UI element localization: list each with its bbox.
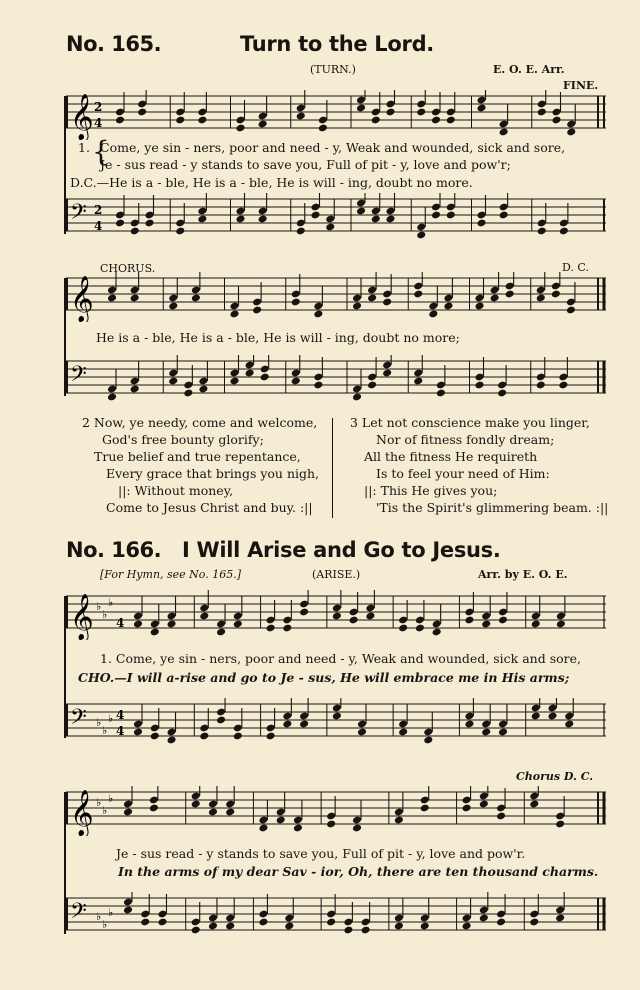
notehead [420,804,430,813]
verse-2-line: ||: Without money, [118,483,234,498]
system-4-treble-notes [123,786,565,832]
notehead [266,624,276,633]
svg-text:♭: ♭ [102,804,108,817]
notehead [229,310,239,319]
notehead [352,393,362,402]
notehead [464,616,474,625]
verse-1-line-2: Je - sus read - y stands to save you, Full of pit - y, love and pow'r; [100,157,511,172]
notehead [551,290,561,299]
verse-2-line: Come to Jesus Christ and buy. :|| [106,500,313,515]
notehead [382,298,392,307]
hymn-166-number: No. 166. [66,538,162,562]
system-1-brace [64,96,66,234]
hymn-166-line-1: 1. Come, ye sin - ners, poor and need - y, Weak and wounded, sick and sore, [100,651,581,666]
notehead [536,381,546,390]
notehead [107,294,117,303]
notehead [496,918,506,927]
notehead [356,104,366,113]
notehead [282,720,292,729]
notehead [235,124,245,133]
notehead [208,922,218,931]
notehead [133,728,143,737]
svg-text:♭: ♭ [102,608,108,621]
notehead [555,914,565,923]
chorus-dc-marker: Chorus D. C. [516,770,594,783]
notehead [365,612,375,621]
notehead [183,389,193,398]
notehead [398,728,408,737]
hymn-166-line-2: CHO.—I will a-rise and go to Je - sus, He will embrace me in His arms; [78,670,570,685]
notehead [245,369,255,378]
notehead [443,302,453,311]
notehead [157,918,167,927]
notehead [566,306,576,315]
notehead [332,612,342,621]
notehead [357,728,367,737]
notehead [150,628,160,637]
system-2-brace [64,278,66,396]
hymn-165-title: Turn to the Lord. [240,32,434,56]
svg-text:4: 4 [116,708,125,722]
notehead [367,294,377,303]
svg-text:𝄞: 𝄞 [70,94,94,140]
notehead [252,306,262,315]
notehead [137,108,147,117]
verse-2-line: True belief and true repentance, [94,449,301,464]
notehead [479,800,489,809]
notehead [536,294,546,303]
notehead [490,294,500,303]
svg-text:𝄢: 𝄢 [70,362,87,392]
notehead [398,624,408,633]
notehead [496,812,506,821]
dc-marker: D. C. [562,261,589,274]
notehead [198,385,208,394]
notehead [529,800,539,809]
notehead [296,112,306,121]
notehead [556,620,566,629]
notehead [551,116,561,125]
notehead [413,290,423,299]
verse-1-number: 1. [78,140,90,155]
notehead [558,381,568,390]
svg-text:𝄢: 𝄢 [70,200,87,230]
svg-text:4: 4 [94,219,103,233]
notehead [566,128,576,137]
notehead [284,922,294,931]
svg-text:♭: ♭ [96,796,102,809]
notehead [462,922,472,931]
svg-text:4: 4 [94,116,103,130]
notehead [361,926,371,935]
notehead [115,219,125,228]
notehead [233,620,243,629]
notehead [175,227,185,236]
notehead [175,116,185,125]
notehead [233,732,243,741]
notehead [123,906,133,915]
svg-text:♭: ♭ [108,712,114,725]
notehead [225,922,235,931]
svg-text:♭: ♭ [96,716,102,729]
verse-3-line: All the fitness He requireth [364,449,538,464]
system-2-bass-notes [107,355,568,401]
verse-3-line: Is to feel your need of Him: [376,466,550,481]
notehead [208,808,218,817]
notehead [428,310,438,319]
notehead [352,824,362,833]
hymn-165-system-2-treble [66,272,612,322]
hymn-165-system-1-bass [66,193,612,243]
notehead [258,215,268,224]
notehead [382,369,392,378]
notehead [130,227,140,236]
notehead [349,616,359,625]
svg-text:♭: ♭ [96,600,102,613]
system-3-brace [64,596,66,738]
notehead [531,620,541,629]
notehead [326,820,336,829]
notehead [462,804,472,813]
notehead [356,207,366,216]
hymn-166-line-3: Je - sus read - y stands to save you, Full of pit - y, love and pow'r. [116,846,526,861]
verse-3-line: 'Tis the Spirit's glimmering beam. :|| [376,500,609,515]
notehead [258,918,268,927]
notehead [332,712,342,721]
notehead [299,608,309,617]
hymn-166-system-2-bass [66,892,612,942]
notehead [537,108,547,117]
notehead [130,385,140,394]
notehead [299,720,309,729]
notehead [199,732,209,741]
svg-text:♭: ♭ [108,596,114,609]
notehead [123,808,133,817]
svg-text:4: 4 [116,616,125,630]
notehead [394,816,404,825]
notehead [313,310,323,319]
svg-text:𝄞: 𝄞 [70,594,94,640]
notehead [260,373,270,382]
notehead [266,732,276,741]
verse-divider [332,418,333,518]
notehead [258,120,268,129]
system-1-bass-notes [115,193,569,239]
svg-text:𝄞: 𝄞 [70,276,94,322]
notehead [431,211,441,220]
notehead [310,211,320,220]
notehead [420,922,430,931]
verse-3-line: Nor of fitness fondly dream; [376,432,555,447]
notehead [296,227,306,236]
notehead [166,620,176,629]
system-2-treble-notes [107,272,576,318]
hymn-165-arranger: E. O. E. Arr. [493,63,565,76]
notehead [416,231,426,240]
notehead [413,377,423,386]
notehead [229,377,239,386]
verse-2-line: God's free bounty glorify; [102,432,264,447]
notehead [431,116,441,125]
notehead [531,712,541,721]
notehead [225,808,235,817]
notehead [191,926,201,935]
notehead [481,728,491,737]
notehead [282,624,292,633]
notehead [474,381,484,390]
notehead [367,381,377,390]
notehead [130,294,140,303]
notehead [547,712,557,721]
notehead [446,211,456,220]
verse-1-line-1: Come, ye sin - ners, poor and need - y, Weak and wounded, sick and sore, [100,140,566,155]
hymn-166-title: I Will Arise and Go to Jesus. [182,538,501,562]
notehead [529,918,539,927]
notehead [291,298,301,307]
hymn-165-system-1-treble [66,90,612,140]
notehead [498,616,508,625]
svg-text:𝄢: 𝄢 [70,899,87,929]
notehead [352,302,362,311]
hymn-166-system-1-bass [66,698,612,748]
notehead [481,620,491,629]
notehead [564,720,574,729]
notehead [216,716,226,725]
notehead [325,223,335,232]
notehead [144,219,154,228]
system-3-bass-notes [133,698,574,744]
notehead [115,116,125,125]
notehead [497,389,507,398]
hymn-166-reference: [For Hymn, see No. 165.] [100,568,242,581]
notehead [446,116,456,125]
notehead [555,820,565,829]
notehead [371,116,381,125]
svg-text:4: 4 [116,724,125,738]
notehead [498,728,508,737]
notehead [313,381,323,390]
svg-text:♭: ♭ [102,724,108,737]
notehead [258,824,268,833]
notehead [476,219,486,228]
system-3-treble-notes [133,590,566,636]
notehead [197,116,207,125]
notehead [140,918,150,927]
hymn-165-tune: (TURN.) [310,63,356,76]
notehead [216,628,226,637]
notehead [149,804,159,813]
system-1-treble-notes [115,90,576,136]
lyric-brace: { [92,135,110,168]
svg-text:♭: ♭ [102,918,108,931]
notehead [235,215,245,224]
notehead [371,215,381,224]
notehead [133,620,143,629]
svg-text:2: 2 [94,100,103,114]
notehead [505,290,515,299]
verse-2-line: Every grace that brings you nigh, [106,466,320,481]
fine-marker: FINE. [563,79,599,92]
notehead [559,227,569,236]
notehead [107,393,117,402]
svg-text:𝄞: 𝄞 [70,790,94,836]
notehead [197,215,207,224]
hymn-166-arranger: Arr. by E. O. E. [478,568,568,581]
notehead [464,720,474,729]
hymn-165-system-2-bass [66,355,612,405]
notehead [476,104,486,113]
hymn-166-tune: (ARISE.) [312,568,361,581]
notehead [499,128,509,137]
notehead [166,736,176,745]
chorus-label: CHORUS. [100,262,156,275]
notehead [432,628,442,637]
notehead [191,294,201,303]
notehead [499,211,509,220]
notehead [416,108,426,117]
svg-text:𝄢: 𝄢 [70,705,87,735]
notehead [394,922,404,931]
notehead [436,389,446,398]
svg-text:♭: ♭ [108,906,114,919]
notehead [537,227,547,236]
notehead [168,377,178,386]
hymn-166-system-2-treble [66,786,612,836]
notehead [385,108,395,117]
hymn-165-number: No. 165. [66,32,162,56]
hymn-166-system-1-treble [66,590,612,640]
notehead [318,124,328,133]
svg-text:♭: ♭ [96,910,102,923]
notehead [168,302,178,311]
chorus-lyric: He is a - ble, He is a - ble, He is will - ing, doubt no more; [96,330,460,345]
notehead [385,215,395,224]
notehead [150,732,160,741]
notehead [343,926,353,935]
hymn-166-line-4: In the arms of my dear Sav - ior, Oh, there are ten thousand charms. [118,864,599,879]
svg-text:2: 2 [94,203,103,217]
notehead [415,624,425,633]
verse-3 [350,414,608,516]
notehead [293,824,303,833]
notehead [191,800,201,809]
notehead [291,377,301,386]
verse-3-line: ||: This He gives you; [364,483,498,498]
verse-3-line: 3 Let not conscience make you linger, [350,415,590,430]
notehead [326,918,336,927]
dc-line: D.C.—He is a - ble, He is a - ble, He is will - ing, doubt no more. [70,175,473,190]
notehead [474,302,484,311]
notehead [199,612,209,621]
notehead [276,816,286,825]
notehead [423,736,433,745]
svg-text:♭: ♭ [108,792,114,805]
notehead [479,914,489,923]
system-4-brace [64,792,66,934]
verse-2 [82,414,319,516]
verse-2-line: 2 Now, ye needy, come and welcome, [82,415,318,430]
